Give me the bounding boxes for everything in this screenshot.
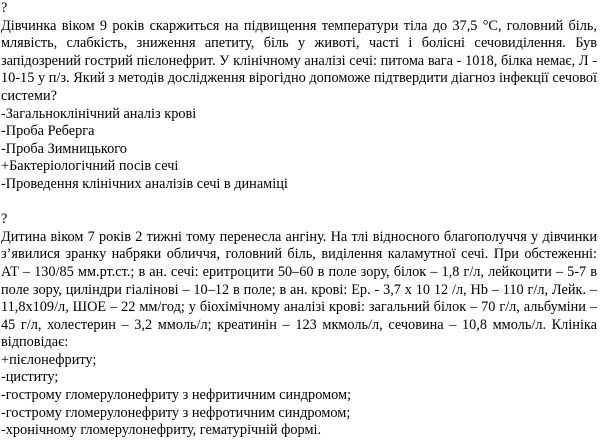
answer-options [1, 352, 597, 440]
answer-options [1, 106, 597, 194]
question-2 [1, 211, 597, 440]
question-marker: ? [1, 0, 8, 16]
answer-option: -Проба Зимницького [1, 140, 127, 157]
answer-option: -Проба Реберга [1, 123, 95, 140]
question-1 [1, 0, 597, 194]
answer-option: -Проведення клінічних аналізів сечі в динаміці [1, 175, 288, 192]
paragraph-gap [1, 194, 597, 212]
answer-option: -циститу; [1, 369, 59, 386]
answer-option-correct: +пієлонефриту; [1, 351, 97, 368]
answer-option: -Загальноклінічний аналіз крові [1, 105, 197, 122]
answer-option: -гострому гломерулонефриту з нефротичним синдромом; [1, 404, 351, 421]
answer-option: -хронічному гломерулонефриту, гематурічній формі. [1, 422, 322, 439]
question-stem: Дівчинка віком 9 років скаржиться на підвищення температури тіла до 37,5 °С, головний біль, млявість, слабкість, зниження апетиту, біль у животі, часті і болісні сечовиділення. Був запідозрений гострий пієлонефрит. У клінічному аналізі сечі: питома вага - 1018, білка немає, Л - 10-15 у п/з. Який з методів дослідження вірогідно допоможе підтвердити діагноз інфекції сечової системи? [1, 17, 597, 104]
question-stem: Дитина віком 7 років 2 тижні тому перенесла ангіну. На тлі відносного благополуччя у дівчинки з’явилися зранку набряки обличчя, головний біль, виділення каламутної сечі. При обстеженні: АТ – 130/85 мм.рт.ст.; в ан. сечі: еритроцити 50–60 в поле зору, білок – 1,8 г/л, лейкоцити – 5-7 в поле зору, циліндри гіалінові – 10–12 в поле; в ан. крові: Ер. - 3,7 х 10 12 /л, Hb – 110 г/л, Лейк. – 11,8х109/л, ШОЕ – 22 мм/год; у біохімічному аналізі крові: загальний білок – 70 г/л, альбуміни – 45 г/л, холестерин – 3,2 ммоль/л; креатинін – 123 мкмоль/л, сечовина – 10,8 ммоль/л. Клініка відповідає: [1, 228, 597, 351]
question-marker: ? [1, 211, 8, 228]
answer-option-correct: +Бактеріологічний посів сечі [1, 158, 179, 175]
document-page [1, 0, 597, 440]
answer-option: -гострому гломерулонефриту з нефритичним синдромом; [1, 387, 352, 404]
